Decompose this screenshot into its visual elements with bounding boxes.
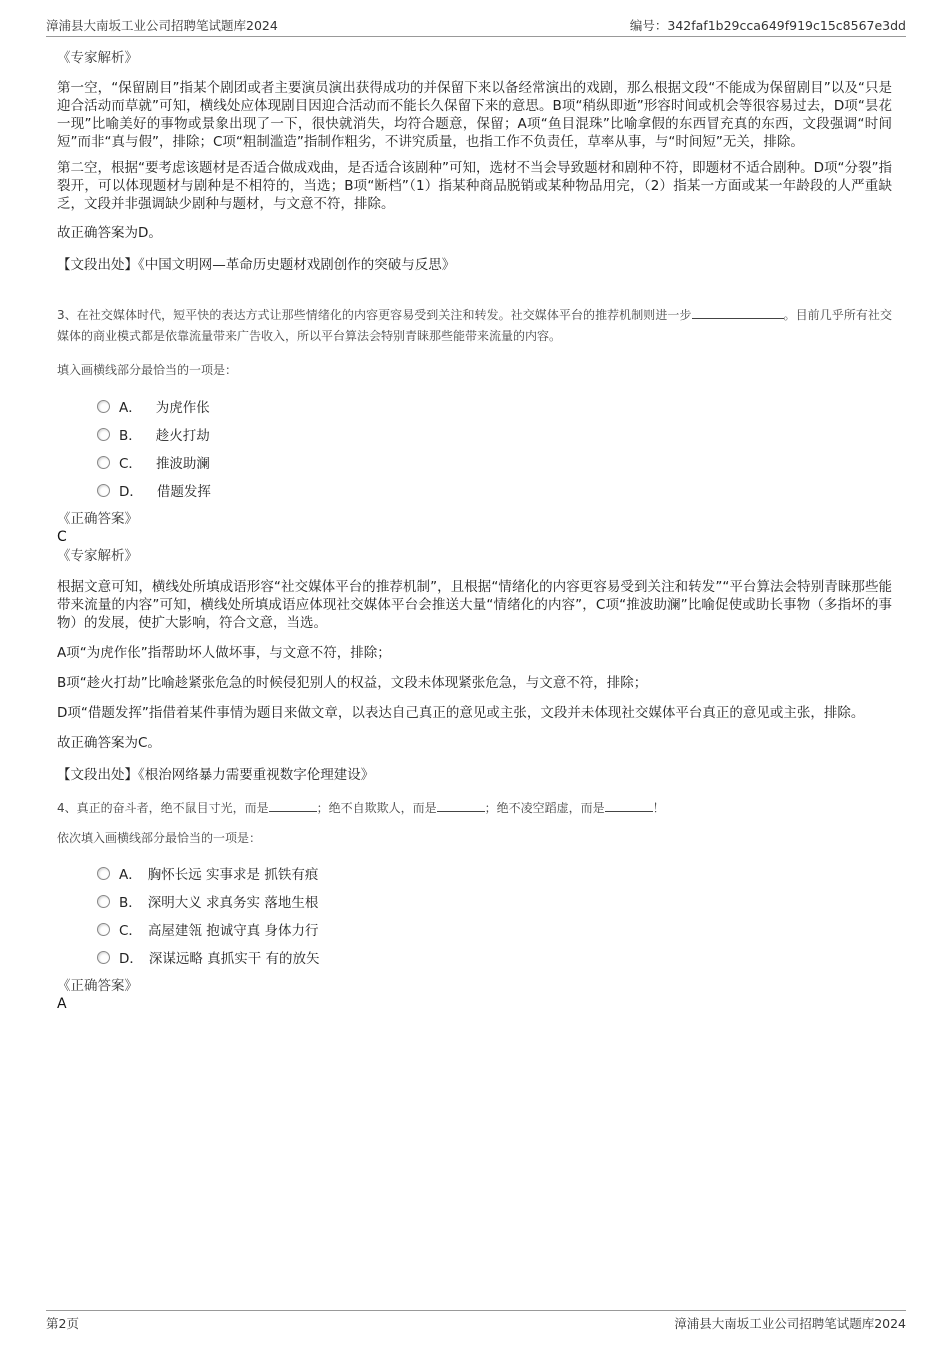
- q3-analysis-label: 《专家解析》: [57, 548, 138, 564]
- q3-answer: C: [57, 529, 67, 545]
- option-letter: C．: [119, 456, 142, 472]
- option-letter: A．: [119, 867, 142, 883]
- q4-prompt: 依次填入画横线部分最恰当的一项是：: [57, 831, 262, 845]
- page-footer: [46, 1310, 906, 1333]
- option-letter: B．: [119, 895, 142, 911]
- q4-options: [57, 859, 892, 971]
- option-text: 借题发挥: [156, 484, 211, 500]
- q2-source: 【文段出处】《中国文明网—革命历史题材戏剧创作的突破与反思》: [57, 257, 456, 273]
- q3-blank: [692, 306, 784, 319]
- q4-stem: [57, 798, 892, 819]
- q4-option-c[interactable]: [97, 915, 892, 943]
- footer-title: 漳浦县大南坂工业公司招聘笔试题库2024: [674, 1316, 906, 1331]
- q2-analysis-label: 《专家解析》: [57, 50, 138, 66]
- option-text: 趁火打劫: [155, 428, 210, 444]
- option-letter: D．: [119, 484, 143, 500]
- radio-icon[interactable]: [97, 456, 110, 469]
- q2-analysis-para-2: 第二空，根据“要考虑该题材是否适合做成戏曲，是否适合该剧种”可知，选材不当会导致题材和剧种不符，即题材不适合剧种。D项“分裂”指裂开，可以体现题材与剧种是不相符的，当选；B项“断档”（1）指某种商品脱销或某种物品用完，（2）指某一方面或某一年龄段的人严重缺乏，文段并非强调缺少剧种与题材，与文意不符，排除。: [57, 160, 892, 212]
- q4-stem-part-1: 4、真正的奋斗者，绝不鼠目寸光，而是: [57, 801, 269, 815]
- radio-icon[interactable]: [97, 895, 110, 908]
- radio-icon[interactable]: [97, 400, 110, 413]
- q3-analysis-para-1: 根据文意可知，横线处所填成语形容“社交媒体平台的推荐机制”，且根据“情绪化的内容更容易受到关注和转发”“平台算法会特别青睐那些能带来流量的内容”可知，横线处所填成语应体现社交媒体平台会推送大量“情绪化的内容”，C项“推波助澜”比喻促使或助长事物（多指坏的事物）的发展，使扩大影响，符合文意，当选。: [57, 579, 892, 631]
- q3-stem-before: 3、在社交媒体时代，短平快的表达方式让那些情绪化的内容更容易受到关注和转发。社交媒体平台的推荐机制则进一步: [57, 308, 692, 322]
- radio-icon[interactable]: [97, 428, 110, 441]
- q4-option-b[interactable]: [97, 887, 892, 915]
- q3-option-a[interactable]: [97, 392, 892, 420]
- option-letter: C．: [119, 923, 142, 939]
- q3-prompt: 填入画横线部分最恰当的一项是：: [57, 363, 238, 377]
- q4-stem-part-3: ；绝不凌空蹈虚，而是: [484, 801, 605, 815]
- q3-option-d[interactable]: [97, 476, 892, 504]
- radio-icon[interactable]: [97, 951, 110, 964]
- q3-source: 【文段出处】《根治网络暴力需要重视数字伦理建设》: [57, 767, 375, 783]
- q4-option-a[interactable]: [97, 859, 892, 887]
- header-serial-number: 编号：342faf1b29cca649f919c15c8567e3dd: [629, 18, 906, 33]
- page-content: [57, 48, 892, 1013]
- option-letter: D．: [119, 951, 143, 967]
- q3-stem-after: 。目前几乎所有社交媒体的商业模式都是依靠流量带来广告收入，所以平台算法会特别青睐那些能带来流量的内容。: [57, 308, 892, 343]
- q3-analysis-para-3: B项“趁火打劫”比喻趁紧张危急的时候侵犯别人的权益，文段未体现紧张危急，与文意不符，排除；: [57, 675, 648, 691]
- page-header: [46, 14, 906, 37]
- q4-answer: A: [57, 996, 67, 1012]
- option-text: 深明大义 求真务实 落地生根: [147, 895, 319, 911]
- footer-page-number: 第2页: [46, 1316, 79, 1331]
- q2-analysis-para-1: 第一空，“保留剧目”指某个剧团或者主要演员演出获得成功的并保留下来以备经常演出的戏剧，那么根据文段“不能成为保留剧目”以及“只是迎合活动而草就”可知，横线处应体现剧目因迎合活动而不能长久保留下来的意思。B项“稍纵即逝”形容时间或机会等很容易过去，D项“昙花一现”比喻美好的事物或景象出现了一下，很快就消失，均符合题意，保留；A项“鱼目混珠”比喻拿假的东西冒充真的东西，文段强调“时间短”而非“真与假”，排除；C项“粗制滥造”指制作粗劣，不讲究质量，也指工作不负责任，草率从事，与“时间短”无关，排除。: [57, 80, 892, 150]
- q3-answer-label: 《正确答案》: [57, 511, 138, 527]
- q3-option-b[interactable]: [97, 420, 892, 448]
- radio-icon[interactable]: [97, 484, 110, 497]
- q4-blank-1: [269, 799, 317, 812]
- q2-conclusion: 故正确答案为D。: [57, 225, 162, 241]
- header-title: 漳浦县大南坂工业公司招聘笔试题库2024: [46, 18, 278, 33]
- q3-analysis-para-4: D项“借题发挥”指借着某件事情为题目来做文章，以表达自己真正的意见或主张，文段并未体现社交媒体平台真正的意见或主张，排除。: [57, 705, 865, 721]
- q3-conclusion: 故正确答案为C。: [57, 735, 161, 751]
- q3-analysis-para-2: A项“为虎作伥”指帮助坏人做坏事，与文意不符，排除；: [57, 645, 391, 661]
- option-text: 高屋建瓴 抱诚守真 身体力行: [147, 923, 319, 939]
- radio-icon[interactable]: [97, 867, 110, 880]
- q4-stem-part-2: ；绝不自欺欺人，而是: [316, 801, 437, 815]
- q3-options: [57, 392, 892, 504]
- q4-option-d[interactable]: [97, 943, 892, 971]
- option-text: 为虎作伥: [155, 400, 210, 416]
- option-text: 深谋远略 真抓实干 有的放矢: [148, 951, 320, 967]
- option-text: 胸怀长远 实事求是 抓铁有痕: [147, 867, 319, 883]
- q4-blank-3: [605, 799, 653, 812]
- radio-icon[interactable]: [97, 923, 110, 936]
- option-letter: B．: [119, 428, 142, 444]
- q4-blank-2: [437, 799, 485, 812]
- q4-stem-part-4: ！: [652, 801, 665, 815]
- q4-answer-label: 《正确答案》: [57, 978, 138, 994]
- q3-stem: [57, 305, 892, 347]
- q3-option-c[interactable]: [97, 448, 892, 476]
- option-text: 推波助澜: [155, 456, 210, 472]
- option-letter: A．: [119, 400, 142, 416]
